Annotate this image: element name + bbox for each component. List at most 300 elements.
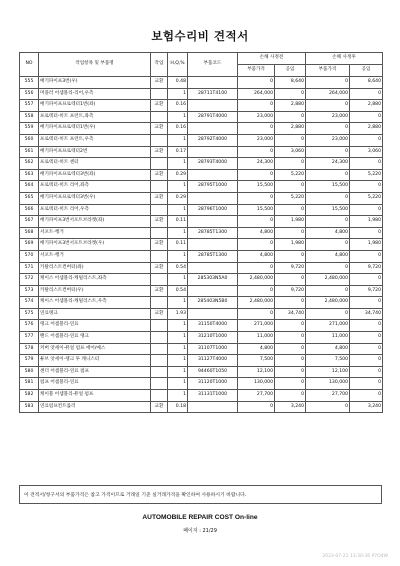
row-after-labor: 0	[350, 250, 383, 262]
row-before-part-price: 0	[238, 123, 275, 135]
row-before-labor: 1,980	[275, 216, 306, 228]
header-part-code: 부품코드	[188, 53, 238, 77]
row-after-part-price: 264,000	[306, 88, 350, 100]
row-work: 교환	[151, 77, 168, 89]
row-hqty: 0.29	[168, 192, 188, 204]
row-before-labor: 1,980	[275, 239, 306, 251]
print-timestamp: 2023-07-21 13:30:36 P7O4W	[322, 554, 388, 559]
row-item: 프로텍터-히트 리어,좌측	[39, 181, 151, 193]
row-after-part-price: 0	[306, 169, 350, 181]
row-hqty: 1.93	[168, 308, 188, 320]
row-after-labor: 0	[350, 355, 383, 367]
row-work	[151, 355, 168, 367]
row-item: 밴드 어셈블리-연료 탱크	[39, 332, 151, 344]
row-item: 배기파이프프로텍터2번	[39, 146, 151, 158]
row-item: 배기파이프3번서포트브라켓(좌)	[39, 216, 151, 228]
row-work	[151, 204, 168, 216]
row-before-part-price: 130,000	[238, 378, 275, 390]
row-no: 577	[20, 332, 39, 344]
table-row	[20, 192, 383, 204]
table-row	[20, 378, 383, 390]
row-no: 567	[20, 216, 39, 228]
table-row	[20, 158, 383, 170]
row-item: 배기파이프프로텍터1번(좌)	[39, 100, 151, 112]
table-row	[20, 308, 383, 320]
row-before-labor: 2,880	[275, 100, 306, 112]
row-before-labor: 0	[275, 227, 306, 239]
row-after-labor: 5,220	[350, 192, 383, 204]
row-item: 프로텍터-히트 센터	[39, 158, 151, 170]
row-no: 564	[20, 181, 39, 193]
row-hqty: 1	[168, 134, 188, 146]
row-before-part-price: 0	[238, 401, 275, 413]
row-item: 연료탱크	[39, 308, 151, 320]
row-before-labor: 0	[275, 250, 306, 262]
row-item: 펌프 어셈블리-연료	[39, 378, 151, 390]
row-no: 570	[20, 250, 39, 262]
table-row	[20, 169, 383, 181]
table-row	[20, 262, 383, 274]
row-after-labor: 0	[350, 88, 383, 100]
row-hqty: 0.11	[168, 216, 188, 228]
row-work	[151, 297, 168, 309]
row-before-part-price: 23,000	[238, 111, 275, 123]
row-item: 프로텍터-히트 리어,우측	[39, 204, 151, 216]
row-no: 578	[20, 343, 39, 355]
header-work: 작업	[151, 53, 168, 77]
row-hqty: 0.16	[168, 100, 188, 112]
row-before-labor: 3,240	[275, 401, 306, 413]
row-after-labor: 0	[350, 390, 383, 402]
row-before-part-price: 23,000	[238, 134, 275, 146]
row-after-part-price: 0	[306, 192, 350, 204]
row-no: 556	[20, 88, 39, 100]
row-work: 교환	[151, 100, 168, 112]
row-before-part-price: 4,800	[238, 343, 275, 355]
row-item: 케이스 어셈블리-캐털리스트,좌측	[39, 274, 151, 286]
row-before-part-price: 4,800	[238, 250, 275, 262]
row-work	[151, 320, 168, 332]
row-no: 563	[20, 169, 39, 181]
row-after-part-price: 0	[306, 285, 350, 297]
row-after-part-price: 0	[306, 308, 350, 320]
row-before-part-price: 2,480,000	[238, 274, 275, 286]
row-part-code	[188, 308, 238, 320]
row-before-part-price: 0	[238, 285, 275, 297]
row-hqty: 0.17	[168, 146, 188, 158]
row-after-labor: 34,740	[350, 308, 383, 320]
row-work: 교환	[151, 192, 168, 204]
row-before-part-price: 24,300	[238, 158, 275, 170]
table-row	[20, 123, 383, 135]
row-before-part-price: 15,500	[238, 204, 275, 216]
row-before-labor: 2,880	[275, 123, 306, 135]
row-after-labor: 0	[350, 297, 383, 309]
row-item: 카탈리스트컨버터(우)	[39, 285, 151, 297]
row-after-labor: 9,720	[350, 262, 383, 274]
header-before-labor: 공임	[275, 65, 306, 77]
row-after-labor: 0	[350, 204, 383, 216]
document-title: 보험수리비 견적서	[151, 29, 249, 43]
row-work	[151, 378, 168, 390]
row-item: 프로텍터-히트 프런트,좌측	[39, 111, 151, 123]
row-after-part-price: 0	[306, 239, 350, 251]
row-item: 케이블 어셈블리-퓨얼 펌프	[39, 390, 151, 402]
row-work	[151, 250, 168, 262]
estimate-rows	[20, 77, 383, 413]
row-item: 케이스 어셈블리-캐털리스트,우측	[39, 297, 151, 309]
row-after-part-price: 2,480,000	[306, 297, 350, 309]
row-part-code: 28793T4000	[188, 158, 238, 170]
table-row	[20, 146, 383, 158]
row-before-labor: 8,640	[275, 77, 306, 89]
row-after-labor: 1,980	[350, 216, 383, 228]
row-item: 배기파이프3번서포트브라켓(우)	[39, 239, 151, 251]
row-hqty: 1	[168, 355, 188, 367]
table-row	[20, 134, 383, 146]
row-hqty: 1	[168, 332, 188, 344]
row-after-part-price: 11,000	[306, 332, 350, 344]
row-after-labor: 9,720	[350, 285, 383, 297]
row-before-labor: 0	[275, 366, 306, 378]
row-hqty: 0.18	[168, 401, 188, 413]
row-work	[151, 88, 168, 100]
row-item: 프로텍터-히트 프런트,우측	[39, 134, 151, 146]
row-part-code	[188, 123, 238, 135]
row-after-part-price: 0	[306, 77, 350, 89]
row-hqty: 1	[168, 88, 188, 100]
row-before-part-price: 0	[238, 192, 275, 204]
row-before-part-price: 0	[238, 308, 275, 320]
row-before-part-price: 27,700	[238, 390, 275, 402]
row-after-part-price: 12,100	[306, 366, 350, 378]
row-part-code: 28785T1300	[188, 250, 238, 262]
header-item: 작업항목 및 부품명	[39, 53, 151, 77]
row-before-labor: 9,720	[275, 262, 306, 274]
row-no: 566	[20, 204, 39, 216]
table-row	[20, 88, 383, 100]
row-no: 582	[20, 390, 39, 402]
row-hqty: 1	[168, 390, 188, 402]
row-after-part-price: 15,500	[306, 204, 350, 216]
row-no: 579	[20, 355, 39, 367]
row-item: 센더 어셈블리-연료 펌프	[39, 366, 151, 378]
row-before-labor: 5,220	[275, 169, 306, 181]
header-hqty: H,Q,%	[168, 53, 188, 77]
table-row	[20, 343, 383, 355]
row-before-part-price: 264,000	[238, 88, 275, 100]
row-before-part-price: 271,000	[238, 320, 275, 332]
row-before-labor: 0	[275, 378, 306, 390]
row-part-code: 285403N5B0	[188, 297, 238, 309]
table-row	[20, 100, 383, 112]
row-after-labor: 0	[350, 320, 383, 332]
row-no: 565	[20, 192, 39, 204]
row-work	[151, 366, 168, 378]
row-after-part-price: 0	[306, 146, 350, 158]
row-work: 교환	[151, 239, 168, 251]
row-after-labor: 0	[350, 343, 383, 355]
table-row	[20, 77, 383, 89]
row-work: 교환	[151, 146, 168, 158]
table-row	[20, 216, 383, 228]
row-item: 탱크 어셈블리-연료	[39, 320, 151, 332]
row-before-labor: 3,060	[275, 146, 306, 158]
row-work	[151, 111, 168, 123]
row-part-code: 28792T4000	[188, 134, 238, 146]
row-item: 카탈리스트컨버터(좌)	[39, 262, 151, 274]
row-before-labor: 0	[275, 355, 306, 367]
row-after-labor: 3,060	[350, 146, 383, 158]
row-part-code: 28795T1000	[188, 181, 238, 193]
row-no: 568	[20, 227, 39, 239]
row-before-labor: 0	[275, 332, 306, 344]
row-before-part-price: 0	[238, 239, 275, 251]
table-row	[20, 390, 383, 402]
row-no: 572	[20, 274, 39, 286]
row-item: 배기파이프3번(우)	[39, 77, 151, 89]
row-after-part-price: 0	[306, 123, 350, 135]
row-item: 배기파이프프로텍터3번(좌)	[39, 169, 151, 181]
row-part-code: 28785T1300	[188, 227, 238, 239]
header-after-part-price: 부품가격	[306, 65, 350, 77]
row-after-labor: 2,880	[350, 123, 383, 135]
row-part-code: 28796T1000	[188, 204, 238, 216]
row-work	[151, 181, 168, 193]
row-before-labor: 0	[275, 111, 306, 123]
table-row	[20, 274, 383, 286]
row-no: 583	[20, 401, 39, 413]
table-row	[20, 332, 383, 344]
row-work: 교환	[151, 308, 168, 320]
row-before-part-price: 11,000	[238, 332, 275, 344]
row-hqty: 0.48	[168, 77, 188, 89]
header-after-labor: 공임	[350, 65, 383, 77]
row-hqty: 0.29	[168, 169, 188, 181]
row-after-part-price: 4,800	[306, 227, 350, 239]
row-work	[151, 227, 168, 239]
row-no: 557	[20, 100, 39, 112]
row-before-labor: 0	[275, 88, 306, 100]
row-after-part-price: 0	[306, 100, 350, 112]
row-before-part-price: 0	[238, 77, 275, 89]
row-after-labor: 0	[350, 378, 383, 390]
row-no: 555	[20, 77, 39, 89]
row-part-code	[188, 146, 238, 158]
header-after-adjustment: 손해 사정후	[306, 53, 383, 65]
row-after-labor: 8,640	[350, 77, 383, 89]
row-part-code	[188, 401, 238, 413]
table-row	[20, 366, 383, 378]
row-part-code	[188, 239, 238, 251]
table-row	[20, 285, 383, 297]
table-row	[20, 250, 383, 262]
row-no: 560	[20, 134, 39, 146]
row-after-labor: 0	[350, 134, 383, 146]
row-no: 576	[20, 320, 39, 332]
row-before-part-price: 0	[238, 100, 275, 112]
row-work: 교환	[151, 262, 168, 274]
row-item: 튜브 앗세이-탱크 투 캐니스터	[39, 355, 151, 367]
row-hqty: 1	[168, 181, 188, 193]
row-hqty: 1	[168, 250, 188, 262]
row-before-part-price: 7,500	[238, 355, 275, 367]
table-row	[20, 204, 383, 216]
row-before-labor: 0	[275, 274, 306, 286]
row-item: 배기파이프프로텍터3번(우)	[39, 192, 151, 204]
row-part-code	[188, 216, 238, 228]
header-no: NO	[20, 53, 39, 77]
row-part-code	[188, 285, 238, 297]
row-hqty: 0.11	[168, 239, 188, 251]
row-before-labor: 0	[275, 390, 306, 402]
row-before-labor: 0	[275, 297, 306, 309]
row-hqty: 1	[168, 227, 188, 239]
row-after-part-price: 130,000	[306, 378, 350, 390]
row-before-labor: 9,720	[275, 285, 306, 297]
row-item: 커버 앗세이-퓨얼 펌프 에어/메스	[39, 343, 151, 355]
row-part-code: 28791T4000	[188, 111, 238, 123]
row-no: 574	[20, 297, 39, 309]
row-part-code: 31150T4000	[188, 320, 238, 332]
row-part-code	[188, 262, 238, 274]
row-before-labor: 0	[275, 134, 306, 146]
row-part-code: 31210T1000	[188, 332, 238, 344]
table-row	[20, 239, 383, 251]
row-item: 연료펌프컨트롤러	[39, 401, 151, 413]
row-before-part-price: 12,100	[238, 366, 275, 378]
row-before-labor: 5,220	[275, 192, 306, 204]
row-after-labor: 5,220	[350, 169, 383, 181]
row-part-code: 31107T1000	[188, 343, 238, 355]
row-hqty: 1	[168, 320, 188, 332]
row-hqty: 1	[168, 366, 188, 378]
row-after-labor: 0	[350, 227, 383, 239]
row-after-part-price: 2,480,000	[306, 274, 350, 286]
row-hqty: 0.54	[168, 285, 188, 297]
row-part-code	[188, 100, 238, 112]
row-hqty: 1	[168, 111, 188, 123]
row-part-code: 31127T4000	[188, 355, 238, 367]
row-after-labor: 1,980	[350, 239, 383, 251]
row-after-part-price: 23,000	[306, 111, 350, 123]
row-hqty: 1	[168, 297, 188, 309]
footer-title: AUTOMOBILE REPAIR COST On-line	[142, 514, 258, 521]
row-work	[151, 390, 168, 402]
row-before-labor: 0	[275, 320, 306, 332]
row-after-part-price: 4,800	[306, 343, 350, 355]
row-work: 교환	[151, 123, 168, 135]
row-hqty: 1	[168, 204, 188, 216]
row-before-part-price: 0	[238, 169, 275, 181]
row-work: 교환	[151, 285, 168, 297]
row-before-part-price: 0	[238, 262, 275, 274]
page-number: 페이지 : 21/29	[183, 528, 217, 534]
row-after-labor: 3,240	[350, 401, 383, 413]
table-row	[20, 355, 383, 367]
row-after-labor: 0	[350, 274, 383, 286]
table-row	[20, 181, 383, 193]
row-before-labor: 0	[275, 343, 306, 355]
row-no: 571	[20, 262, 39, 274]
row-after-part-price: 0	[306, 401, 350, 413]
row-after-labor: 0	[350, 366, 383, 378]
table-row	[20, 320, 383, 332]
header-before-adjustment: 손해 사정전	[238, 53, 306, 65]
row-item: 머플러 어셈블리-리어,우측	[39, 88, 151, 100]
price-notice: 이 견적서/청구서의 부품가격은 참고 가격이므로 거래일 기준 실거래가격을 확인하여 사용하시기 바랍니다.	[19, 485, 382, 504]
row-part-code	[188, 77, 238, 89]
row-no: 580	[20, 366, 39, 378]
row-part-code: 31131T1000	[188, 390, 238, 402]
row-after-part-price: 7,500	[306, 355, 350, 367]
table-row	[20, 227, 383, 239]
row-before-labor: 34,740	[275, 308, 306, 320]
row-part-code	[188, 169, 238, 181]
row-item: 서포트-행거	[39, 250, 151, 262]
row-after-labor: 0	[350, 158, 383, 170]
row-after-labor: 0	[350, 111, 383, 123]
row-after-part-price: 15,500	[306, 181, 350, 193]
row-after-part-price: 24,300	[306, 158, 350, 170]
table-row	[20, 297, 383, 309]
row-no: 559	[20, 123, 39, 135]
row-after-part-price: 0	[306, 216, 350, 228]
row-work	[151, 134, 168, 146]
row-part-code	[188, 192, 238, 204]
row-work	[151, 158, 168, 170]
row-work: 교환	[151, 216, 168, 228]
row-work	[151, 274, 168, 286]
row-work	[151, 343, 168, 355]
row-hqty: 1	[168, 378, 188, 390]
row-after-labor: 0	[350, 332, 383, 344]
row-no: 562	[20, 158, 39, 170]
row-no: 573	[20, 285, 39, 297]
row-hqty: 0.54	[168, 262, 188, 274]
row-before-part-price: 0	[238, 146, 275, 158]
row-before-labor: 0	[275, 181, 306, 193]
row-before-part-price: 0	[238, 216, 275, 228]
row-no: 561	[20, 146, 39, 158]
row-after-part-price: 0	[306, 262, 350, 274]
row-part-code: 28711T4100	[188, 88, 238, 100]
row-after-labor: 2,880	[350, 100, 383, 112]
row-part-code: 94460T1050	[188, 366, 238, 378]
estimate-table	[19, 52, 383, 413]
row-hqty: 1	[168, 158, 188, 170]
row-before-part-price: 2,480,000	[238, 297, 275, 309]
row-no: 569	[20, 239, 39, 251]
row-before-part-price: 4,800	[238, 227, 275, 239]
row-part-code: 31120T1000	[188, 378, 238, 390]
row-part-code: 285303N5A0	[188, 274, 238, 286]
row-hqty: 0.16	[168, 123, 188, 135]
row-before-part-price: 15,500	[238, 181, 275, 193]
row-before-labor: 0	[275, 158, 306, 170]
row-no: 558	[20, 111, 39, 123]
row-no: 581	[20, 378, 39, 390]
table-row	[20, 111, 383, 123]
row-work	[151, 332, 168, 344]
row-work: 교환	[151, 169, 168, 181]
row-after-part-price: 271,000	[306, 320, 350, 332]
row-after-labor: 0	[350, 181, 383, 193]
row-after-part-price: 27,700	[306, 390, 350, 402]
table-row	[20, 401, 383, 413]
row-after-part-price: 23,000	[306, 134, 350, 146]
row-item: 배기파이프프로텍터1번(우)	[39, 123, 151, 135]
